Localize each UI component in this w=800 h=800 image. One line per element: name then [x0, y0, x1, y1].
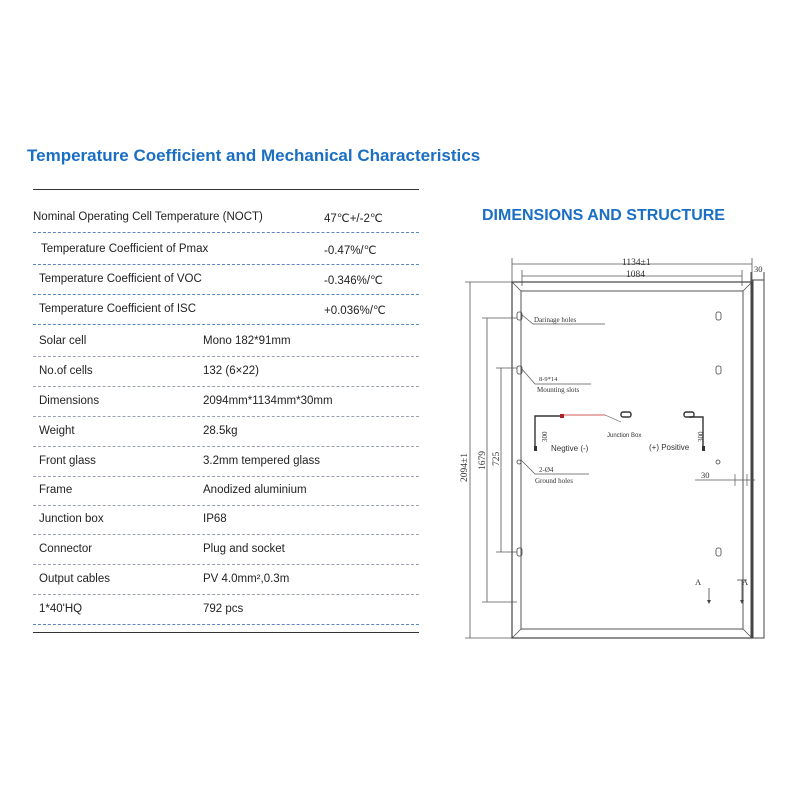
spec-row — [33, 265, 419, 295]
spec-label: Front glass — [39, 455, 96, 467]
spec-label: Connector — [39, 543, 93, 555]
spec-row — [33, 327, 419, 357]
spec-row — [33, 535, 419, 565]
spec-label: No.of cells — [39, 365, 93, 377]
mounting-slots-label: Mounting slots — [537, 386, 580, 394]
row-divider — [33, 232, 419, 233]
ground-holes-label: Ground holes — [535, 477, 573, 485]
width-inner-label: 1084 — [626, 270, 645, 280]
spec-value: +0.036%/℃ — [324, 305, 386, 317]
spec-value: Anodized aluminium — [203, 484, 307, 496]
spec-value: Mono 182*91mm — [203, 335, 291, 347]
spec-label: Dimensions — [39, 395, 100, 407]
mounting-spec-label: 8-9*14 — [539, 376, 558, 383]
module-drawing — [455, 250, 775, 650]
table-bottom-rule — [33, 632, 419, 633]
row-divider — [33, 324, 419, 325]
spec-row — [33, 295, 419, 325]
dimensions-title: DIMENSIONS AND STRUCTURE — [482, 207, 725, 224]
spec-label: 1*40'HQ — [39, 603, 83, 615]
width-total-label: 1134±1 — [622, 258, 651, 268]
ground-spec-label: 2-Ø4 — [539, 466, 554, 474]
spec-row — [33, 417, 419, 447]
spec-row — [33, 357, 419, 387]
row-divider — [33, 624, 419, 625]
spec-row — [33, 447, 419, 477]
height-1679-label: 1679 — [478, 451, 488, 470]
spec-value: 132 (6×22) — [203, 365, 259, 377]
table-top-rule — [33, 189, 419, 190]
spec-value: 28.5kg — [203, 425, 238, 437]
spec-label: Temperature Coefficient of Pmax — [41, 243, 209, 255]
positive-label: (+) Positive — [649, 443, 690, 452]
spec-value: PV 4.0mm²,0.3m — [203, 573, 290, 585]
spec-value: -0.47%/℃ — [324, 245, 377, 257]
height-725-label: 725 — [492, 451, 502, 466]
spec-row — [33, 476, 419, 506]
spec-value: 792 pcs — [203, 603, 244, 615]
spec-value: 47℃+/-2℃ — [324, 213, 383, 225]
thickness-label: 30 — [754, 264, 763, 274]
spec-value: -0.346%/℃ — [324, 275, 383, 287]
spec-label: Solar cell — [39, 335, 87, 347]
negative-label: Negtive (-) — [551, 444, 589, 453]
frame-30-label: 30 — [701, 470, 710, 480]
spec-label: Temperature Coefficient of VOC — [39, 273, 202, 285]
spec-label: Frame — [39, 484, 73, 496]
spec-row — [33, 595, 419, 625]
spec-value: IP68 — [203, 513, 227, 525]
spec-label: Nominal Operating Cell Temperature (NOCT) — [33, 211, 263, 223]
spec-label: Output cables — [39, 573, 110, 585]
section-a-right-label: A — [742, 577, 749, 587]
cable-right-label: 300 — [697, 431, 705, 442]
spec-value: 2094mm*1134mm*30mm — [203, 395, 333, 407]
spec-row — [33, 387, 419, 417]
spec-row — [33, 235, 419, 265]
spec-label: Junction box — [39, 513, 104, 525]
junction-box-label: Junction Box — [607, 433, 642, 439]
spec-value: 3.2mm tempered glass — [203, 455, 320, 467]
section-a-left-label: A — [695, 577, 702, 587]
spec-row — [33, 505, 419, 535]
height-total-label: 2094±1 — [460, 453, 470, 482]
spec-row — [33, 565, 419, 595]
section-title: Temperature Coefficient and Mechanical Characteristics — [27, 146, 481, 165]
cable-left-label: 300 — [541, 431, 549, 442]
spec-label: Weight — [39, 425, 75, 437]
spec-label: Temperature Coefficient of ISC — [39, 303, 197, 315]
spec-value: Plug and socket — [203, 543, 285, 555]
drainage-holes-label: Darinage holes — [534, 316, 577, 324]
spec-row — [33, 203, 419, 233]
